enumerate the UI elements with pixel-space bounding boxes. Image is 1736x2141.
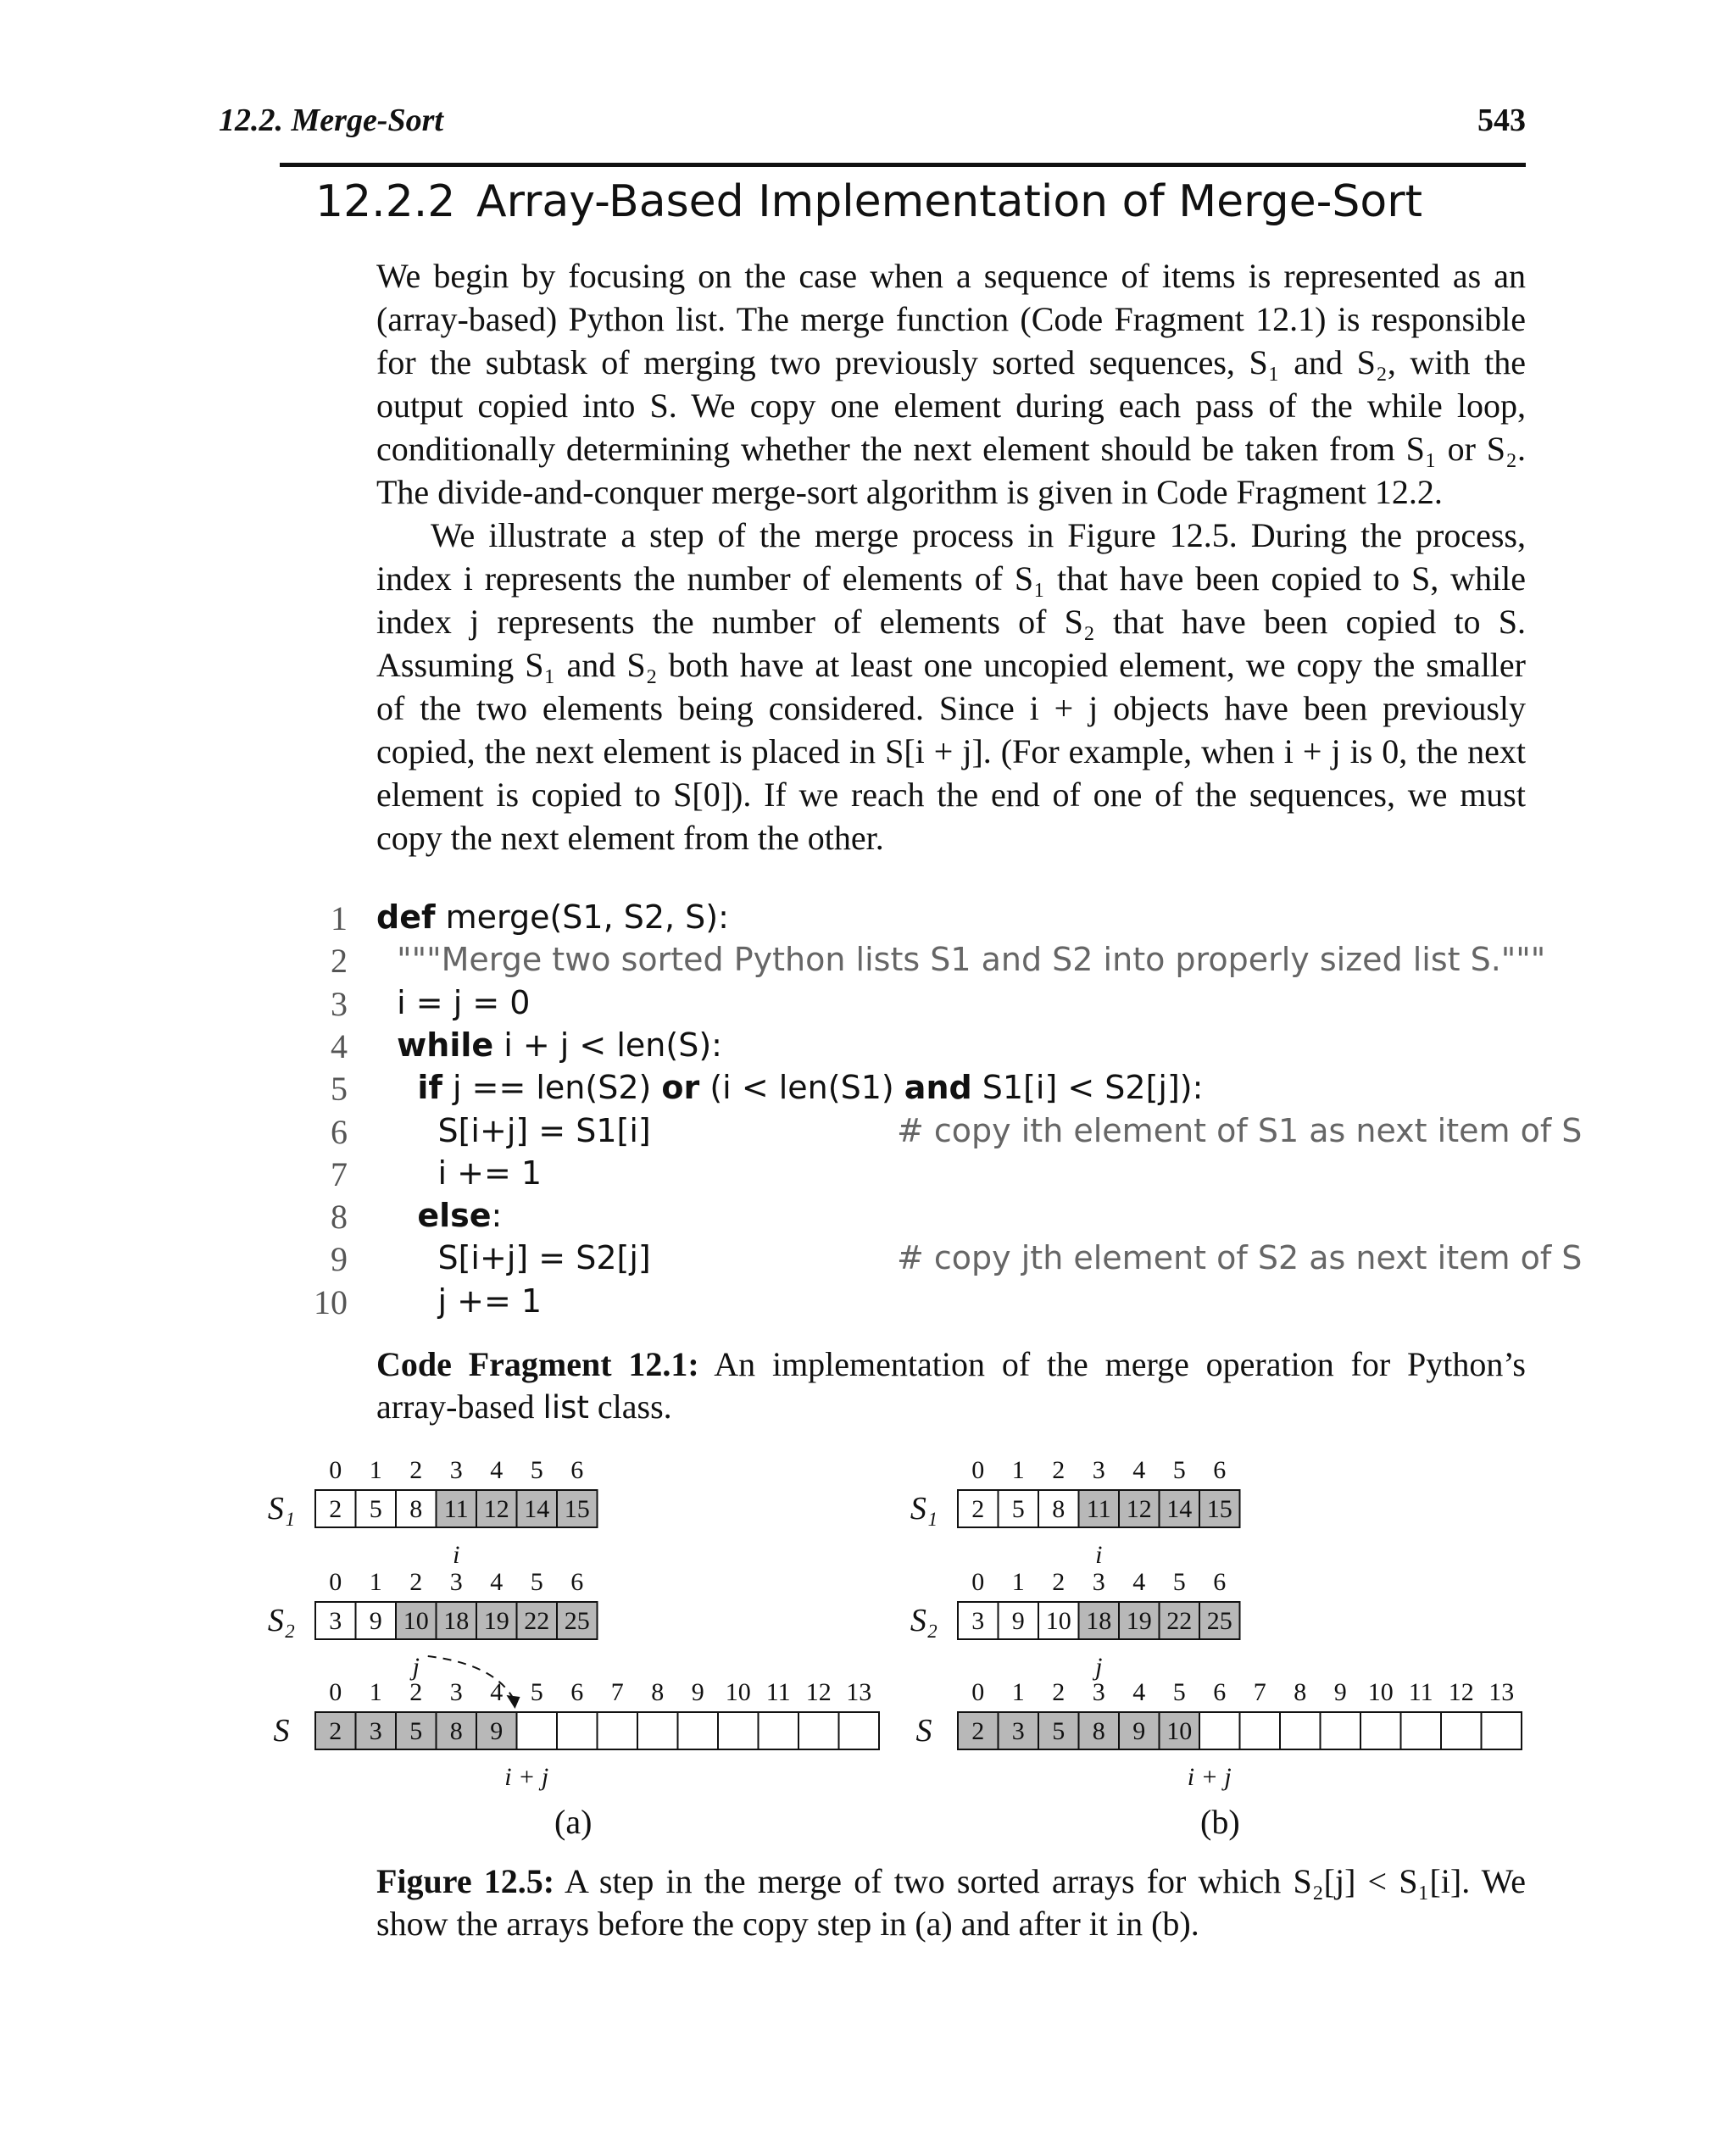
code-caption-tail: class. xyxy=(588,1387,672,1426)
figure-caption-text: A step in the merge of two sorted arrays for which S₂[j] < S₁[i]. We show the arrays before the copy step in (a) and after it in (b). xyxy=(376,1862,1526,1943)
index-label: 3 xyxy=(449,1678,463,1706)
s1-value: 15 xyxy=(1206,1495,1232,1523)
s-cell xyxy=(1401,1712,1442,1749)
index-label: 2 xyxy=(409,1678,423,1706)
index-label: 1 xyxy=(1011,1456,1025,1484)
line-number: 7 xyxy=(331,1154,348,1193)
index-label: 4 xyxy=(1132,1456,1146,1484)
s2-value: 3 xyxy=(971,1607,985,1635)
s1-value: 11 xyxy=(1086,1495,1111,1523)
page-number: 543 xyxy=(1477,103,1526,138)
pointer-i: i xyxy=(1095,1541,1103,1569)
paragraph: We begin by focusing on the case when a sequence of items is represented as an (array-based) Python list. The merge function (Code Fragment 12.1) is responsible for the subtask of merging two previously sorted sequences, S₁ and S₂, with the output copied into S. We copy one element during each pass of the while loop, conditionally determining whether the next element should be taken from S₁ or S₂. The divide-and-conquer merge-sort algorithm is given in Code Fragment 12.2. xyxy=(376,257,1526,511)
row-label-s: S xyxy=(273,1713,290,1749)
body-text xyxy=(376,254,1526,859)
code-text: else: xyxy=(417,1197,503,1235)
code-caption-term: list xyxy=(542,1389,589,1426)
index-label: 2 xyxy=(409,1568,423,1596)
index-label: 2 xyxy=(409,1456,423,1484)
index-label: 2 xyxy=(1052,1678,1066,1706)
index-label: 0 xyxy=(971,1678,985,1706)
s1-value: 12 xyxy=(1126,1495,1152,1523)
code-text: if j == len(S2) or (i < len(S1) and S1[i] < S2[j]): xyxy=(417,1069,1204,1107)
index-label: 5 xyxy=(1172,1678,1186,1706)
row-label-s2: S₂ xyxy=(267,1603,296,1638)
s1-value: 11 xyxy=(443,1495,469,1523)
index-label: 1 xyxy=(369,1456,382,1484)
index-label: 10 xyxy=(725,1678,751,1706)
code-text: i += 1 xyxy=(376,1154,542,1192)
code-text: S[i+j] = S1[i] xyxy=(376,1111,651,1149)
index-label: 1 xyxy=(1011,1568,1025,1596)
s2-value: 18 xyxy=(443,1607,470,1635)
s2-value: 19 xyxy=(483,1607,509,1635)
s1-value: 8 xyxy=(1052,1495,1066,1523)
code-caption-label: Code Fragment 12.1: xyxy=(376,1345,699,1383)
merge-diagram xyxy=(0,1441,1736,1848)
index-label: 4 xyxy=(490,1456,504,1484)
running-head xyxy=(219,102,1526,142)
s2-value: 3 xyxy=(329,1607,342,1635)
s1-value: 8 xyxy=(409,1495,423,1523)
s2-value: 10 xyxy=(1045,1607,1071,1635)
copy-arrow xyxy=(428,1656,517,1705)
s-cell xyxy=(718,1712,759,1749)
index-label: 5 xyxy=(1172,1568,1186,1596)
index-label: 6 xyxy=(570,1456,584,1484)
s-value: 5 xyxy=(409,1717,423,1745)
s-value: 8 xyxy=(449,1717,463,1745)
index-label: 3 xyxy=(449,1456,463,1484)
s-cell xyxy=(1199,1712,1240,1749)
index-label: 12 xyxy=(805,1678,832,1706)
index-label: 0 xyxy=(971,1568,985,1596)
s2-value: 10 xyxy=(403,1607,429,1635)
header-rule xyxy=(280,163,1526,167)
code-comment: # copy ith element of S1 as next item of S xyxy=(897,1111,1583,1149)
code-text: def merge(S1, S2, S): xyxy=(376,898,729,936)
line-number: 4 xyxy=(331,1026,348,1065)
pointer-i-plus-j: i + j xyxy=(504,1763,549,1791)
index-label: 11 xyxy=(1408,1678,1433,1706)
line-number: 1 xyxy=(331,899,348,937)
s-cell xyxy=(798,1712,839,1749)
s-value: 2 xyxy=(329,1717,342,1745)
paragraph: We illustrate a step of the merge process in Figure 12.5. During the process, index i represents the number of elements of S₁ that have been copied to S, while index j represents the number of elements of S₂ that have been copied to S. Assuming S₁ and S₂ both have at least one uncopied element, we copy the smaller of the two elements being considered. Since i + j objects have been previously copied, the next element is placed in S[i + j]. (For example, when i + j is 0, the next element is copied to S[0]). If we reach the end of one of the sequences, we must copy the next element from the other. xyxy=(376,516,1526,857)
line-number: 5 xyxy=(331,1070,348,1109)
line-number: 8 xyxy=(331,1198,348,1237)
index-label: 8 xyxy=(1294,1678,1307,1706)
s2-value: 18 xyxy=(1086,1607,1112,1635)
pointer-i-plus-j: i + j xyxy=(1187,1763,1232,1791)
index-label: 6 xyxy=(1213,1568,1227,1596)
s1-value: 15 xyxy=(564,1495,590,1523)
row-label-s1: S₁ xyxy=(267,1491,296,1527)
index-label: 4 xyxy=(1132,1678,1146,1706)
s2-value: 25 xyxy=(1206,1607,1232,1635)
index-label: 0 xyxy=(971,1456,985,1484)
index-label: 1 xyxy=(1011,1678,1025,1706)
index-label: 6 xyxy=(570,1678,584,1706)
s-value: 2 xyxy=(971,1717,985,1745)
s-cell xyxy=(1240,1712,1281,1749)
index-label: 5 xyxy=(530,1568,543,1596)
section-number: 12.2.2 xyxy=(315,176,456,227)
pointer-j: j xyxy=(1095,1653,1103,1681)
row-label-s: S xyxy=(915,1713,932,1749)
line-number: 3 xyxy=(331,984,348,1023)
index-label: 5 xyxy=(530,1456,543,1484)
s1-value: 5 xyxy=(369,1495,382,1523)
index-label: 10 xyxy=(1367,1678,1394,1706)
index-label: 4 xyxy=(490,1678,504,1706)
index-label: 2 xyxy=(1052,1456,1066,1484)
code-caption-text: An implementation of the merge operation for Python’s array-based xyxy=(376,1345,1526,1426)
s2-value: 25 xyxy=(564,1607,590,1635)
index-label: 4 xyxy=(1132,1568,1146,1596)
figure-caption-label: Figure 12.5: xyxy=(376,1862,555,1900)
panel-label-a: (a) xyxy=(554,1803,593,1841)
section-title xyxy=(315,176,1422,227)
index-label: 9 xyxy=(1333,1678,1347,1706)
s-value: 9 xyxy=(490,1717,504,1745)
index-label: 1 xyxy=(369,1568,382,1596)
line-number: 2 xyxy=(331,942,348,981)
row-label-s1: S₁ xyxy=(910,1491,938,1527)
index-label: 5 xyxy=(530,1678,543,1706)
index-label: 2 xyxy=(1052,1568,1066,1596)
s1-value: 14 xyxy=(1166,1495,1193,1523)
index-label: 3 xyxy=(1092,1678,1105,1706)
index-label: 13 xyxy=(846,1678,872,1706)
index-label: 3 xyxy=(449,1568,463,1596)
index-label: 8 xyxy=(651,1678,665,1706)
index-label: 5 xyxy=(1172,1456,1186,1484)
s1-value: 12 xyxy=(483,1495,509,1523)
s-value: 3 xyxy=(1011,1717,1025,1745)
index-label: 13 xyxy=(1488,1678,1515,1706)
code-text: """Merge two sorted Python lists S1 and S2 into properly sized list S.""" xyxy=(376,941,1546,979)
s-cell xyxy=(1482,1712,1522,1749)
s-cell xyxy=(759,1712,799,1749)
index-label: 7 xyxy=(610,1678,624,1706)
s1-value: 2 xyxy=(971,1495,985,1523)
code-comment: # copy jth element of S2 as next item of S xyxy=(897,1239,1583,1277)
code-text: i = j = 0 xyxy=(376,983,531,1021)
s-value: 10 xyxy=(1166,1717,1193,1745)
s-cell xyxy=(678,1712,719,1749)
s-cell xyxy=(517,1712,558,1749)
figure-caption xyxy=(376,1860,1526,1945)
index-label: 3 xyxy=(1092,1568,1105,1596)
s1-value: 2 xyxy=(329,1495,342,1523)
running-head-section: 12.2. Merge-Sort xyxy=(219,103,443,138)
line-number: 6 xyxy=(331,1112,348,1151)
figure-merge-step xyxy=(0,1441,1736,1848)
copy-arrowhead xyxy=(507,1695,520,1709)
index-label: 0 xyxy=(329,1568,342,1596)
code-text: while i + j < len(S): xyxy=(397,1026,722,1064)
index-label: 1 xyxy=(369,1678,382,1706)
index-label: 0 xyxy=(329,1678,342,1706)
s-cell xyxy=(598,1712,638,1749)
s-cell xyxy=(1360,1712,1401,1749)
index-label: 6 xyxy=(1213,1456,1227,1484)
s2-value: 22 xyxy=(1166,1607,1193,1635)
s-cell xyxy=(839,1712,880,1749)
section-heading: Array-Based Implementation of Merge-Sort xyxy=(476,176,1422,227)
line-number: 10 xyxy=(314,1282,348,1321)
s1-value: 5 xyxy=(1011,1495,1025,1523)
s-value: 8 xyxy=(1092,1717,1105,1745)
line-number: 9 xyxy=(331,1240,348,1279)
pointer-j: j xyxy=(412,1653,420,1681)
s-cell xyxy=(1321,1712,1361,1749)
s-value: 3 xyxy=(369,1717,382,1745)
index-label: 6 xyxy=(1213,1678,1227,1706)
s-value: 9 xyxy=(1132,1717,1146,1745)
index-label: 11 xyxy=(765,1678,791,1706)
index-label: 9 xyxy=(691,1678,704,1706)
panel-label-b: (b) xyxy=(1200,1803,1240,1841)
code-text: j += 1 xyxy=(376,1282,542,1320)
s-cell xyxy=(557,1712,598,1749)
index-label: 6 xyxy=(570,1568,584,1596)
index-label: 7 xyxy=(1253,1678,1266,1706)
s2-value: 19 xyxy=(1126,1607,1152,1635)
s2-value: 9 xyxy=(369,1607,382,1635)
s1-value: 14 xyxy=(524,1495,550,1523)
index-label: 4 xyxy=(490,1568,504,1596)
index-label: 12 xyxy=(1448,1678,1474,1706)
s2-value: 22 xyxy=(524,1607,550,1635)
index-label: 3 xyxy=(1092,1456,1105,1484)
s2-value: 9 xyxy=(1011,1607,1025,1635)
s-value: 5 xyxy=(1052,1717,1066,1745)
row-label-s2: S₂ xyxy=(910,1603,938,1638)
pointer-i: i xyxy=(453,1541,460,1569)
code-text: S[i+j] = S2[j] xyxy=(376,1239,651,1277)
s-cell xyxy=(1280,1712,1321,1749)
s-cell xyxy=(637,1712,678,1749)
s-cell xyxy=(1441,1712,1482,1749)
index-label: 0 xyxy=(329,1456,342,1484)
code-caption xyxy=(376,1343,1526,1429)
